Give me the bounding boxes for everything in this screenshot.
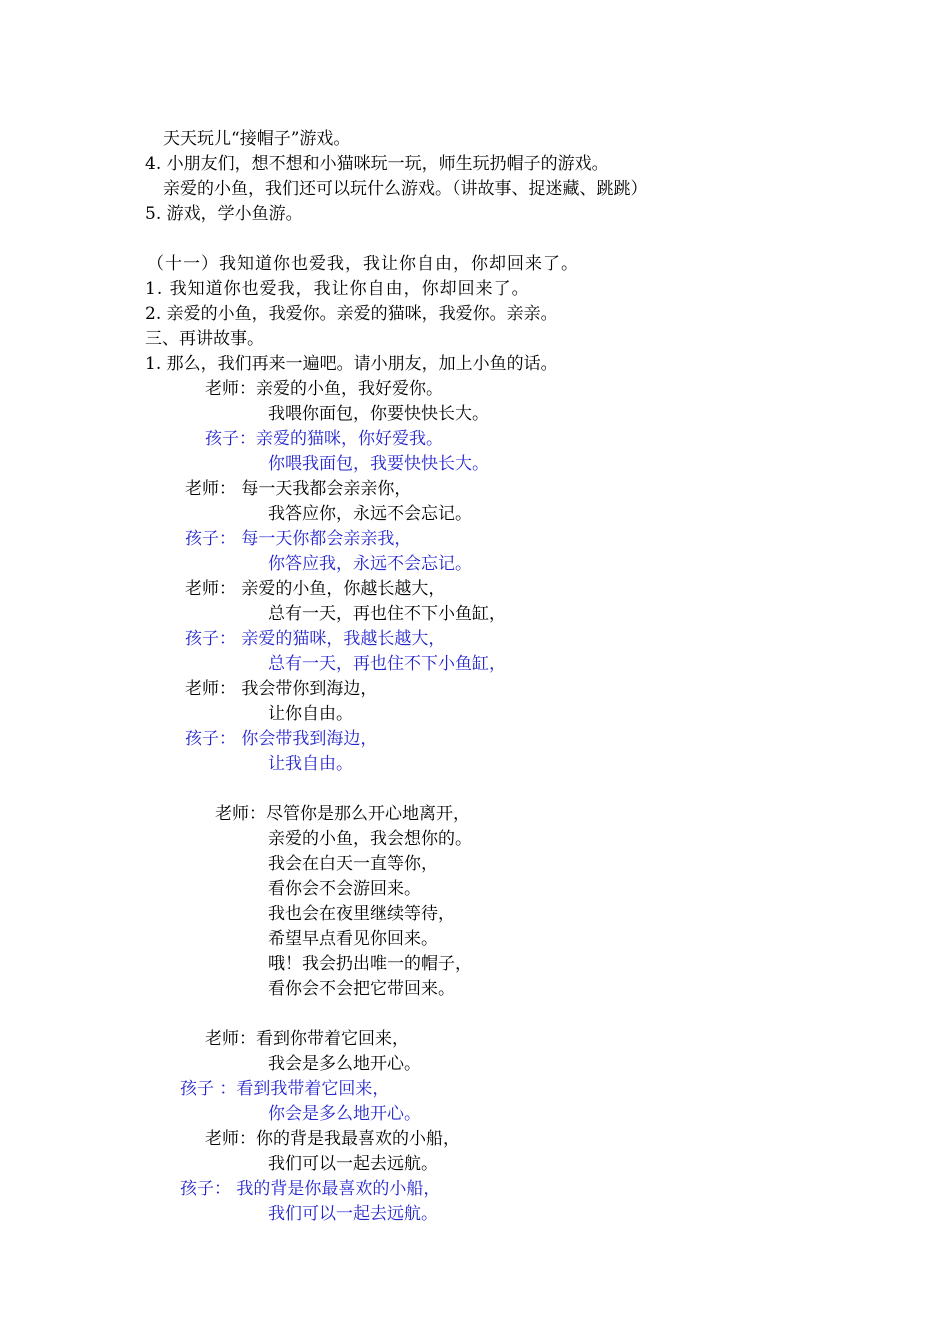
child-line: 孩子： 亲爱的猫咪，我越长越大，: [185, 629, 446, 649]
section-heading-3: 三、再讲故事。: [145, 329, 264, 349]
teacher-line: 我们可以一起去远航。: [268, 1154, 438, 1174]
list-item-5: 5. 游戏，学小鱼游。: [145, 204, 303, 224]
child-line: 你答应我，永远不会忘记。: [268, 554, 472, 574]
teacher-line: 希望早点看见你回来。: [268, 929, 438, 949]
section-heading-11: （十一）我知道你也爱我，我让你自由，你却回来了。: [147, 254, 579, 274]
teacher-line: 老师： 亲爱的小鱼，你越长越大，: [185, 579, 446, 599]
teacher-line: 老师：亲爱的小鱼，我好爱你。: [205, 379, 443, 399]
teacher-line: 老师：你的背是我最喜欢的小船，: [205, 1129, 460, 1149]
teacher-line: 哦！我会扔出唯一的帽子，: [268, 954, 472, 974]
teacher-line: 我答应你，永远不会忘记。: [268, 504, 472, 524]
list-item-1b: 1. 那么，我们再来一遍吧。请小朋友，加上小鱼的话。: [145, 354, 558, 374]
child-line: 总有一天，再也住不下小鱼缸，: [268, 654, 506, 674]
child-line: 孩子： 我的背是你最喜欢的小船，: [180, 1179, 441, 1199]
teacher-line: 亲爱的小鱼，我会想你的。: [268, 829, 472, 849]
child-line: 让我自由。: [268, 754, 353, 774]
teacher-line: 老师： 每一天我都会亲亲你，: [185, 479, 412, 499]
child-line: 我们可以一起去远航。: [268, 1204, 438, 1224]
child-line: 孩子： 你会带我到海边，: [185, 729, 378, 749]
teacher-line: 老师： 我会带你到海边，: [185, 679, 378, 699]
list-item-4: 4. 小朋友们，想不想和小猫咪玩一玩，师生玩扔帽子的游戏。: [145, 154, 609, 174]
child-line: 你喂我面包，我要快快长大。: [268, 454, 489, 474]
list-item-2: 2. 亲爱的小鱼，我爱你。亲爱的猫咪，我爱你。亲亲。: [145, 304, 558, 324]
child-line: 孩子： 每一天你都会亲亲我，: [185, 529, 412, 549]
text-line: 亲爱的小鱼，我们还可以玩什么游戏。（讲故事、捉迷藏、跳跳）: [163, 179, 648, 199]
list-item-1: 1. 我知道你也爱我，我让你自由，你却回来了。: [145, 279, 530, 299]
teacher-line: 看你会不会把它带回来。: [268, 979, 455, 999]
child-line: 孩子：亲爱的猫咪，你好爱我。: [205, 429, 443, 449]
teacher-line: 我会在白天一直等你，: [268, 854, 438, 874]
child-line: 孩子 ：看到我带着它回来，: [180, 1079, 390, 1099]
teacher-line: 让你自由。: [268, 704, 353, 724]
teacher-line: 我会是多么地开心。: [268, 1054, 421, 1074]
teacher-line: 看你会不会游回来。: [268, 879, 421, 899]
teacher-line: 总有一天，再也住不下小鱼缸，: [268, 604, 506, 624]
teacher-line: 我喂你面包，你要快快长大。: [268, 404, 489, 424]
teacher-line: 我也会在夜里继续等待，: [268, 904, 455, 924]
teacher-line: 老师：尽管你是那么开心地离开，: [215, 804, 470, 824]
teacher-line: 老师：看到你带着它回来，: [205, 1029, 409, 1049]
child-line: 你会是多么地开心。: [268, 1104, 421, 1124]
text-line: 天天玩儿“接帽子”游戏。: [163, 129, 351, 149]
